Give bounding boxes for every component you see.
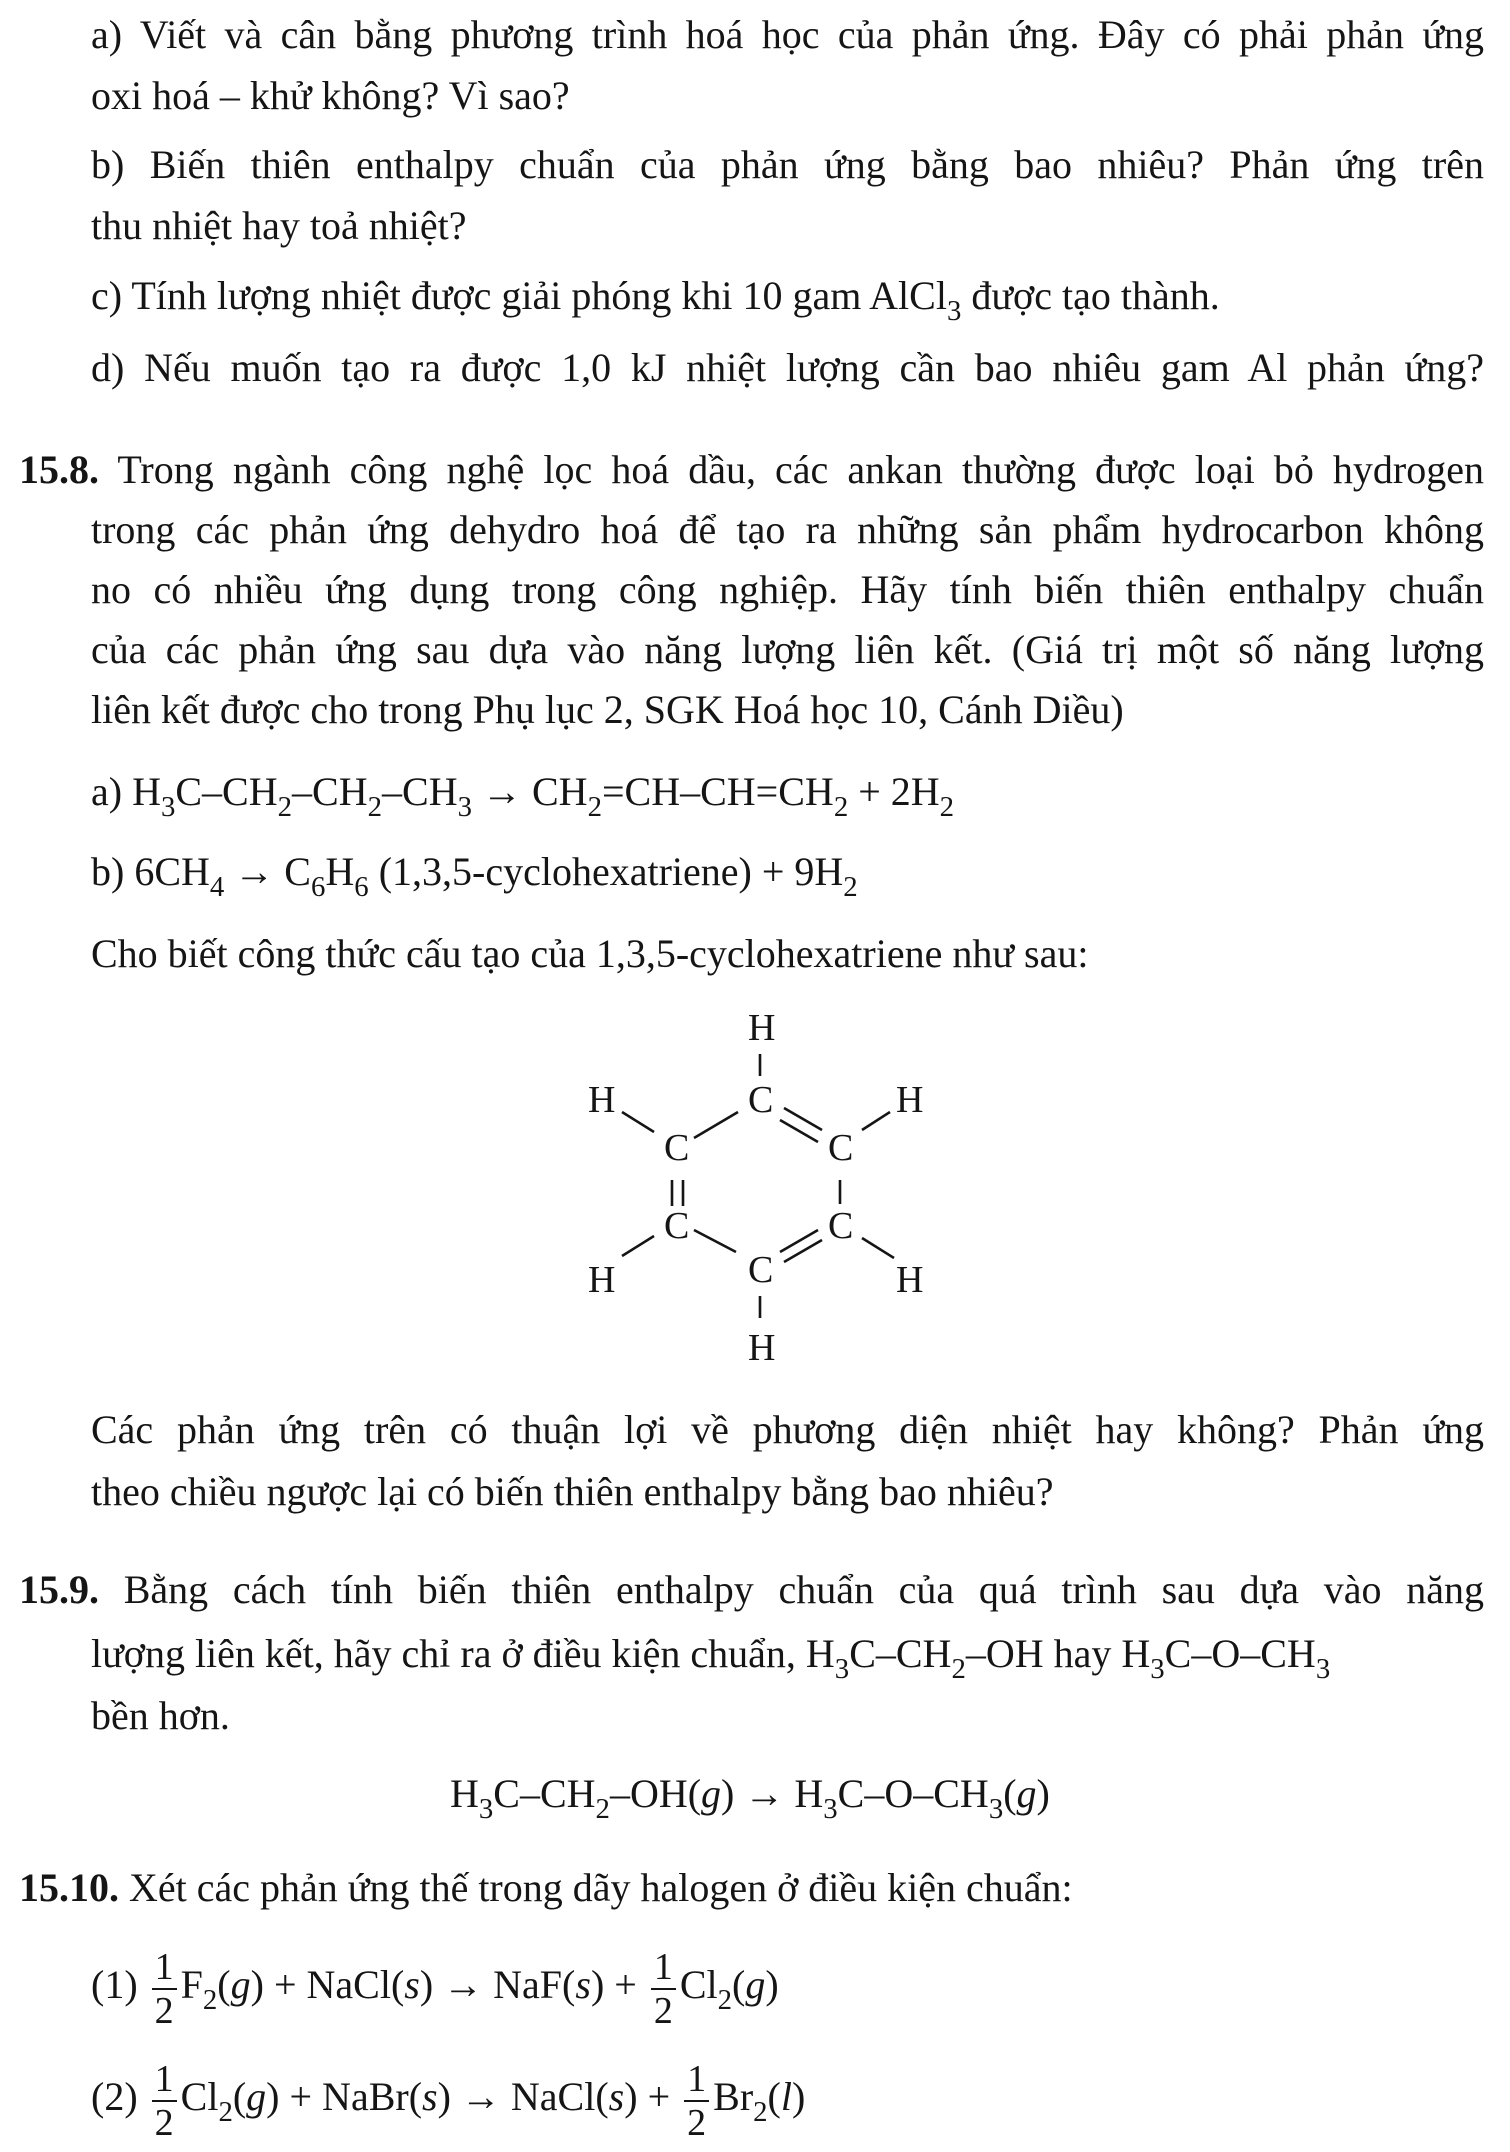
q15-7-c-text-end: được tạo thành. xyxy=(961,273,1220,318)
q15-8-question-line1: Các phản ứng trên có thuận lợi về phương diện nhiệt hay không? Phản ứng xyxy=(91,1407,1484,1452)
atom-c-upper-left: C xyxy=(664,1127,690,1169)
fraction-half xyxy=(152,1945,177,2032)
rxn-text: ( xyxy=(217,1962,231,2007)
rxn-text: (1,3,5-cyclohexatriene) + 9H xyxy=(368,849,844,894)
q15-8-line1 xyxy=(19,444,1484,496)
rxn-text: F xyxy=(180,1962,203,2007)
q15-9-line1 xyxy=(19,1564,1484,1616)
q15-8-line4: của các phản ứng sau dựa vào năng lượng liên kết. (Giá trị một số năng lượng xyxy=(91,627,1484,672)
eq-text: H xyxy=(450,1771,479,1816)
eq-text: ( xyxy=(1003,1771,1017,1816)
fraction-denominator: 2 xyxy=(653,1989,673,2032)
phase-label: g xyxy=(230,1962,251,2007)
eq-text: C–O–CH xyxy=(837,1771,989,1816)
q15-7-b-line2: thu nhiệt hay toả nhiệt? xyxy=(91,203,467,248)
subscript: 2 xyxy=(218,2095,233,2128)
atom-h-top: H xyxy=(748,1007,776,1049)
phase-label: s xyxy=(575,1962,591,2007)
subscript: 2 xyxy=(202,1983,218,2016)
atom-c-upper-right: C xyxy=(828,1127,854,1169)
rxn-text: ( xyxy=(732,1962,746,2007)
q15-9-text: lượng liên kết, hãy chỉ ra ở điều kiện chuẩn, H xyxy=(91,1631,835,1676)
atom-h-upper-right: H xyxy=(896,1079,924,1121)
q15-8-line2: trong các phản ứng dehydro hoá để tạo ra những sản phẩm hydrocarbon không xyxy=(91,507,1484,552)
phase-label: g xyxy=(701,1771,722,1816)
q15-10-intro: Xét các phản ứng thế trong dãy halogen ở điều kiện chuẩn: xyxy=(119,1865,1073,1910)
fraction-denominator: 2 xyxy=(154,2101,174,2144)
rxn-text: ) xyxy=(792,2074,806,2119)
rxn-text: H xyxy=(325,849,355,894)
phase-label: l xyxy=(780,2074,792,2119)
subscript: 2 xyxy=(833,790,849,823)
rxn-text: ( xyxy=(232,2074,247,2119)
subscript: 3 xyxy=(457,790,472,823)
rxn-text: Cl xyxy=(679,1962,718,2007)
eq-text: C–CH xyxy=(493,1771,596,1816)
q15-9-line3: bền hơn. xyxy=(91,1693,230,1738)
rxn-text: ) + xyxy=(624,2074,681,2119)
atom-h-lower-left: H xyxy=(588,1259,616,1301)
phase-label: s xyxy=(404,1962,420,2007)
q15-7-a-line2: oxi hoá – khử không? Vì sao? xyxy=(91,73,570,118)
rxn-text: –CH xyxy=(382,769,458,814)
phase-label: g xyxy=(1016,1771,1037,1816)
subscript: 2 xyxy=(753,2095,768,2128)
rxn-text: ) → NaF( xyxy=(419,1962,576,2007)
q15-7-a-line1: a) Viết và cân bằng phương trình hoá học của phản ứng. Đây có phải phản ứng xyxy=(91,12,1484,57)
atom-c-lower-left: C xyxy=(664,1205,690,1247)
subscript: 6 xyxy=(310,870,326,903)
q15-8-line5: liên kết được cho trong Phụ lục 2, SGK Hoá học 10, Cánh Diều) xyxy=(91,687,1124,732)
q15-9-equation xyxy=(450,1768,1050,1825)
rxn-text: ) + NaBr( xyxy=(266,2074,423,2119)
question-number-15-8: 15.8. xyxy=(19,447,99,492)
atom-c-bottom: C xyxy=(748,1249,774,1291)
reaction-label: (2) xyxy=(91,2074,148,2119)
question-number-15-9: 15.9. xyxy=(19,1567,99,1612)
rxn-text: a) H xyxy=(91,769,161,814)
reaction-a xyxy=(91,766,955,823)
q15-9-line1-text: Bằng cách tính biến thiên enthalpy chuẩn của quá trình sau dựa vào năng xyxy=(99,1567,1484,1612)
rxn-text: ) + xyxy=(590,1962,647,2007)
subscript: 3 xyxy=(988,1792,1004,1825)
phase-label: g xyxy=(246,2074,267,2119)
rxn-text: =CH–CH=CH xyxy=(601,769,834,814)
fraction-denominator: 2 xyxy=(154,1989,174,2032)
rxn-text: → CH xyxy=(472,769,588,814)
q15-7-b-line1: b) Biến thiên enthalpy chuẩn của phản ứng bằng bao nhiêu? Phản ứng trên xyxy=(91,142,1484,187)
q15-7-c-text: c) Tính lượng nhiệt được giải phóng khi 10 gam AlCl xyxy=(91,273,947,318)
q15-8-line3: no có nhiều ứng dụng trong công nghiệp. Hãy tính biến thiên enthalpy chuẩn xyxy=(91,567,1484,612)
phase-label: g xyxy=(745,1962,766,2007)
rxn-text: ) + NaCl( xyxy=(250,1962,405,2007)
subscript: 3 xyxy=(946,294,962,327)
q15-9-text: –OH hay H xyxy=(965,1631,1151,1676)
reaction-b xyxy=(91,846,858,903)
rxn-text: C–CH xyxy=(175,769,278,814)
subscript: 2 xyxy=(595,1792,610,1825)
subscript: 4 xyxy=(209,870,225,903)
subscript: 2 xyxy=(277,790,293,823)
phase-label: s xyxy=(608,2074,625,2119)
atom-c-lower-right: C xyxy=(828,1205,854,1247)
reaction-label: (1) xyxy=(91,1962,148,2007)
q15-9-text: C–O–CH xyxy=(1164,1631,1316,1676)
phase-label: s xyxy=(422,2074,438,2119)
subscript: 6 xyxy=(354,870,369,903)
subscript: 2 xyxy=(843,870,858,903)
subscript: 3 xyxy=(1150,1652,1165,1685)
subscript: 2 xyxy=(951,1652,966,1685)
subscript: 2 xyxy=(587,790,602,823)
rxn-text: ) xyxy=(765,1962,779,2007)
subscript: 3 xyxy=(834,1652,850,1685)
q15-7-d-line: d) Nếu muốn tạo ra được 1,0 kJ nhiệt lượng cần bao nhiêu gam Al phản ứng? xyxy=(91,345,1484,390)
rxn-text: b) 6CH xyxy=(91,849,210,894)
fraction-numerator: 1 xyxy=(684,2060,709,2102)
rxn-text: –CH xyxy=(292,769,368,814)
q15-7-c-line xyxy=(91,270,1220,327)
eq-text: –OH( xyxy=(609,1771,702,1816)
fraction-half xyxy=(651,1945,676,2032)
rxn-text: Br xyxy=(713,2074,754,2119)
subscript: 2 xyxy=(367,790,383,823)
reaction-2 xyxy=(91,2052,805,2142)
subscript: 3 xyxy=(160,790,176,823)
subscript: 3 xyxy=(823,1792,838,1825)
eq-text: ) xyxy=(1036,1771,1050,1816)
atom-h-bottom: H xyxy=(748,1327,776,1369)
fraction-half xyxy=(684,2057,709,2144)
rxn-text: Cl xyxy=(180,2074,219,2119)
fraction-numerator: 1 xyxy=(152,1948,177,1990)
subscript: 3 xyxy=(478,1792,494,1825)
q15-8-line1-text: Trong ngành công nghệ lọc hoá dầu, các ankan thường được loại bỏ hydrogen xyxy=(99,447,1484,492)
q15-10-line1 xyxy=(19,1862,1073,1914)
q15-9-text: C–CH xyxy=(849,1631,952,1676)
eq-text: ) → H xyxy=(721,1771,824,1816)
cyclohexatriene-structure xyxy=(560,1000,960,1380)
q15-9-line2 xyxy=(91,1628,1331,1685)
rxn-text: ( xyxy=(767,2074,781,2119)
subscript: 2 xyxy=(939,790,955,823)
rxn-text: ) → NaCl( xyxy=(437,2074,609,2119)
subscript: 3 xyxy=(1315,1652,1331,1685)
q15-8-question-line2: theo chiều ngược lại có biến thiên enthalpy bằng bao nhiêu? xyxy=(91,1469,1054,1514)
fraction-numerator: 1 xyxy=(152,2060,177,2102)
atom-h-upper-left: H xyxy=(588,1079,616,1121)
rxn-text: → C xyxy=(224,849,311,894)
question-number-15-10: 15.10. xyxy=(19,1865,119,1910)
atom-c-top: C xyxy=(748,1079,774,1121)
rxn-text: + 2H xyxy=(848,769,940,814)
reaction-1 xyxy=(91,1940,779,2030)
fraction-denominator: 2 xyxy=(687,2101,707,2144)
fraction-numerator: 1 xyxy=(651,1948,676,1990)
subscript: 2 xyxy=(717,1983,733,2016)
atom-h-lower-right: H xyxy=(896,1259,924,1301)
fraction-half xyxy=(152,2057,177,2144)
structure-intro: Cho biết công thức cấu tạo của 1,3,5-cyclohexatriene như sau: xyxy=(91,931,1089,976)
